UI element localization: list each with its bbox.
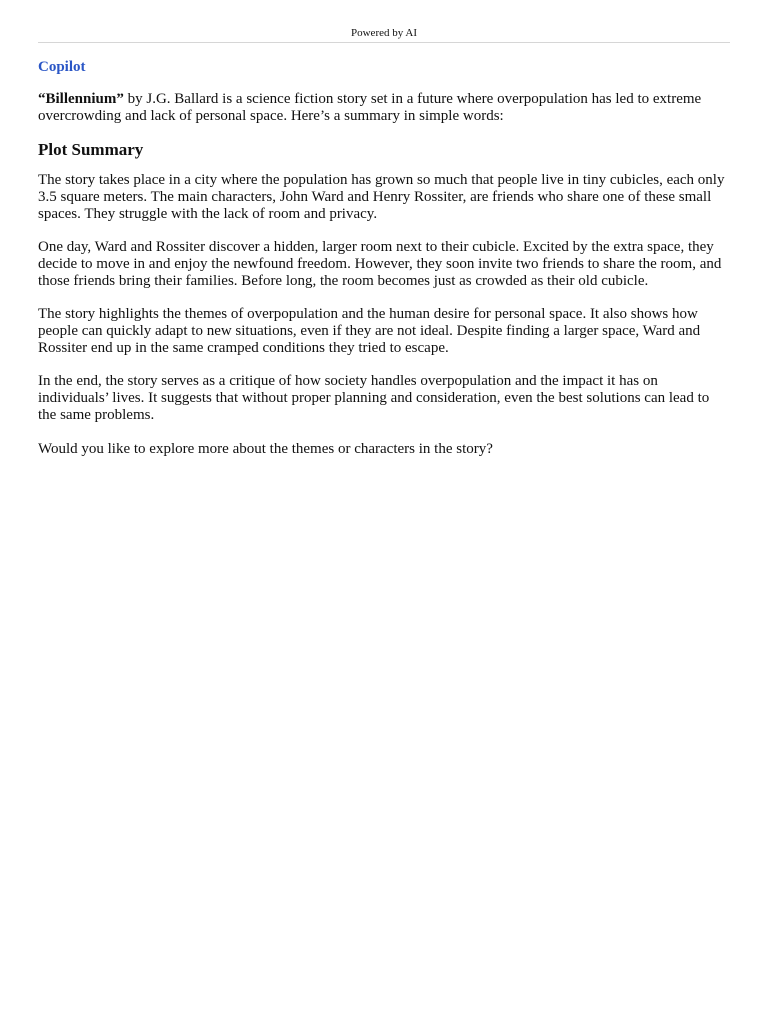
header-divider [38, 42, 730, 43]
plot-summary-heading: Plot Summary [38, 140, 144, 159]
paragraph-themes: The story highlights the themes of overpopulation and the human desire for personal space. It also shows how people can quickly adapt to new situations, even if they are not ideal. Despite finding a larger space, Ward and Rossiter end up in the same cramped conditions they tried to escape. [38, 306, 701, 356]
paragraph-conclusion: In the end, the story serves as a critique of how society handles overpopulation and the impact it has on individuals’ lives. It suggests that without proper planning and consideration, even the best solutions can lead to the same problems. [38, 373, 710, 423]
paragraph-setting: The story takes place in a city where the population has grown so much that people live in tiny cubicles, each only 3.5 square meters. The main characters, John Ward and Henry Rossiter, are friends who share one of these small spaces. They struggle with the lack of room and privacy. [38, 172, 725, 222]
story-title: “Billennium” [38, 91, 124, 107]
follow-up-question: Would you like to explore more about the themes or characters in the story? [38, 441, 493, 457]
powered-by-header: Powered by AI [351, 27, 417, 39]
copilot-label: Copilot [38, 59, 86, 75]
intro-paragraph [38, 91, 730, 125]
paragraph-discovery: One day, Ward and Rossiter discover a hidden, larger room next to their cubicle. Excited by the extra space, they decide to move in and enjoy the newfound freedom. However, they soon invite two friends to share the room, and those friends bring their families. Before long, the room becomes just as crowded as their old cubicle. [38, 239, 722, 289]
intro-text: by J.G. Ballard is a science fiction story set in a future where overpopulation has led to extreme overcrowding and lack of personal space. Here’s a summary in simple words: [38, 91, 702, 124]
